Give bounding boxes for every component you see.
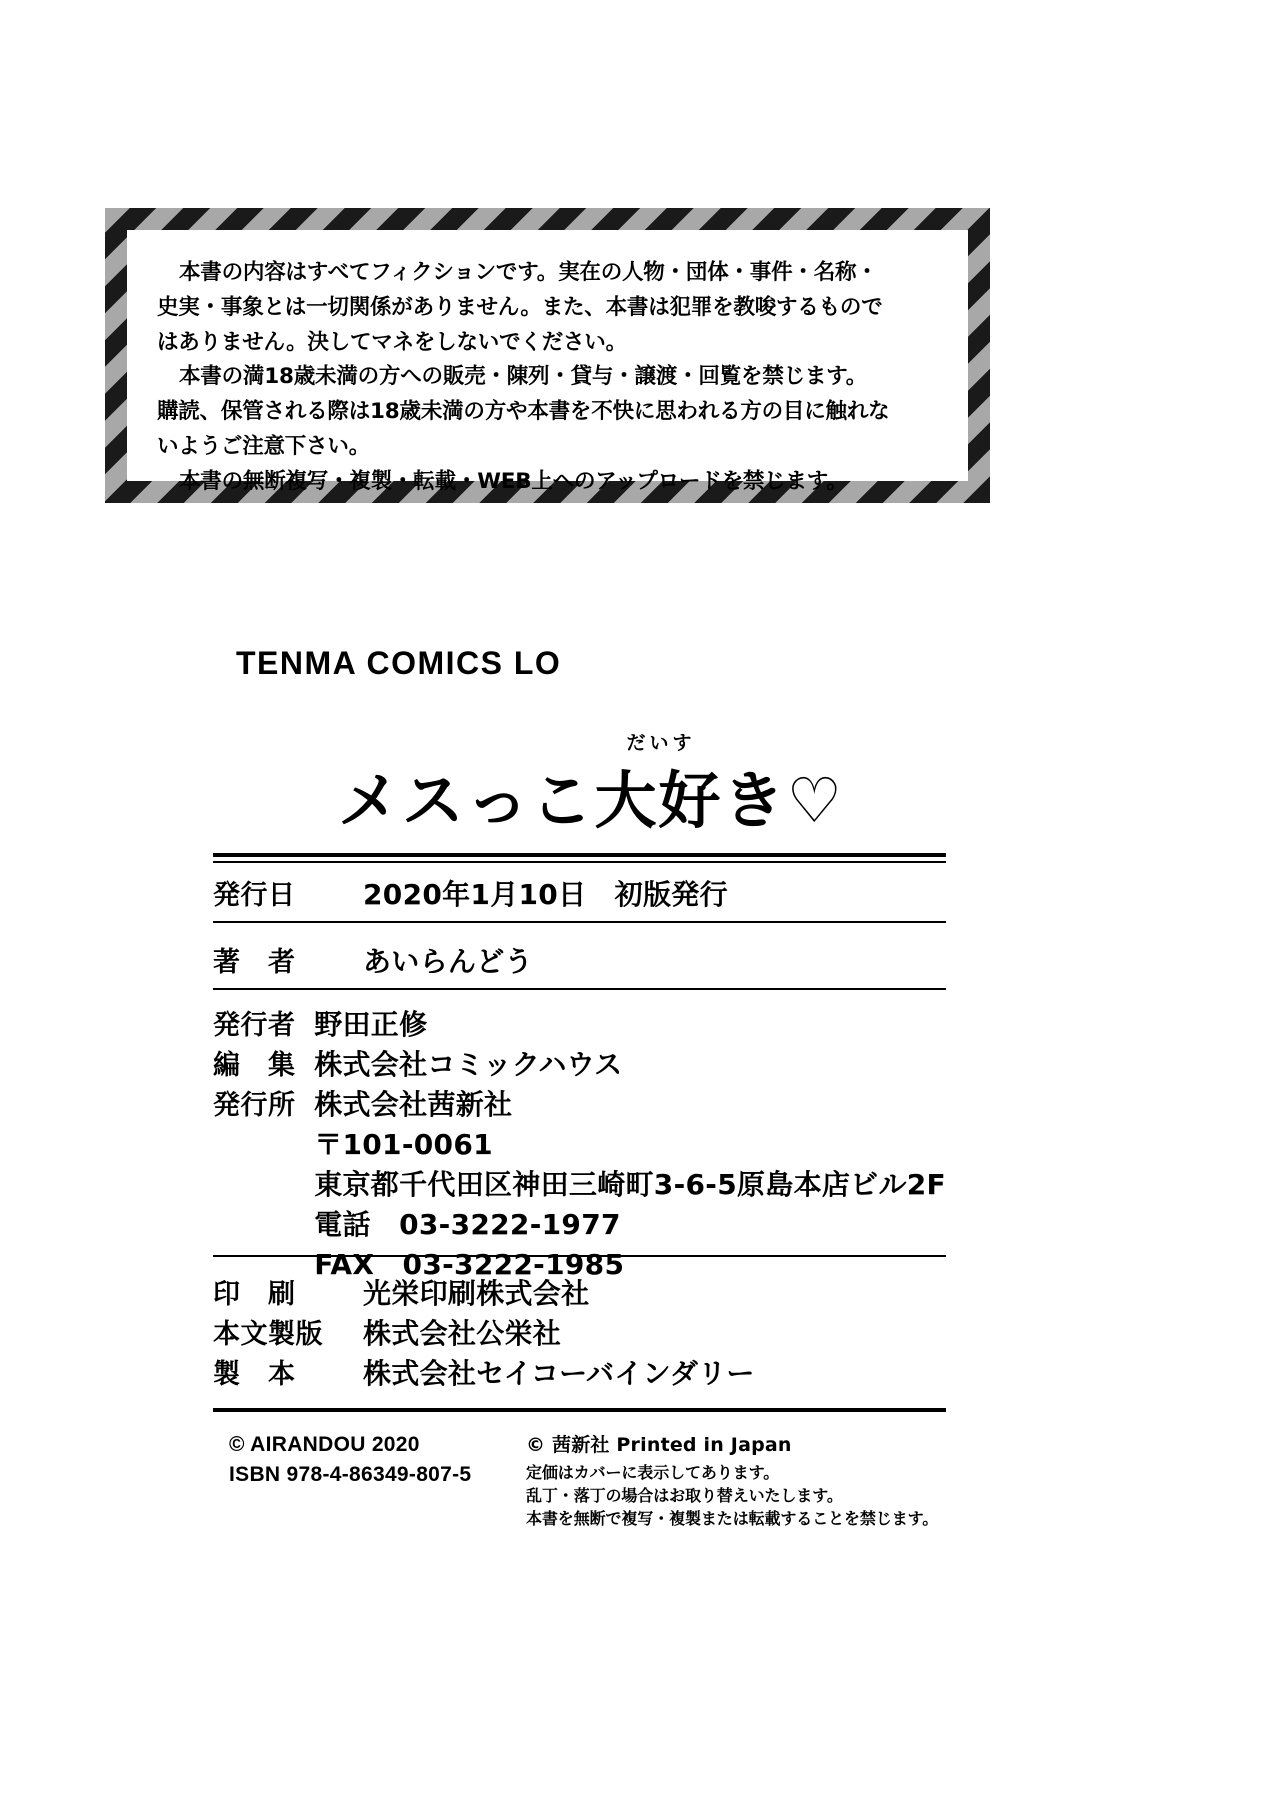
meta-key: 発行者 — [213, 1010, 296, 1041]
meta-value: 株式会社茜新社 — [314, 1088, 513, 1121]
title-ruby: だいす — [626, 732, 696, 754]
meta-key — [213, 1163, 314, 1203]
meta-value: FAX 03-3222-1985 — [314, 1248, 625, 1281]
meta-value: 光栄印刷株式会社 — [363, 1277, 590, 1310]
notice-line-4: 本書の満18歳未満の方への販売・陳列・貸与・譲渡・回覧を禁じます。 — [179, 364, 868, 390]
copyright-block — [229, 1430, 471, 1490]
table-row — [213, 1312, 946, 1352]
meta-value: 2020年1月10日 初版発行 — [363, 878, 728, 911]
notice-line-7: 本書の無断複写・複製・転載・WEB上へのアップロードを禁じます。 — [179, 468, 848, 494]
meta-value: 株式会社コミックハウス — [314, 1048, 623, 1081]
meta-key: 発行所 — [213, 1090, 296, 1121]
table-row — [213, 940, 946, 980]
meta-table-author — [213, 940, 946, 980]
page-title: メスっこ大好き♡ — [337, 764, 845, 837]
meta-value: 東京都千代田区神田三崎町3-6-5原島本店ビル2F — [314, 1168, 946, 1201]
imprint-label: TENMA COMICS LO — [236, 645, 562, 681]
notice-line-1: 本書の内容はすべてフィクションです。実在の人物・団体・事件・名称・ — [179, 260, 878, 285]
meta-key: 発行日 — [213, 880, 296, 911]
meta-key: 製 本 — [213, 1359, 296, 1390]
meta-value: 株式会社セイコーバインダリー — [363, 1357, 755, 1390]
table-row — [213, 1123, 946, 1163]
footer-note-3: 本書を無断で複写・複製または転載することを禁じます。 — [526, 1509, 939, 1529]
meta-table-publisher — [213, 1003, 946, 1283]
meta-key: 著 者 — [213, 947, 296, 978]
notice-line-2: 史実・事象とは一切関係がありません。また、本書は犯罪を教唆するもので — [157, 294, 883, 320]
table-row — [213, 1083, 946, 1123]
table-row — [213, 873, 946, 913]
meta-key — [213, 1123, 314, 1163]
meta-value: 野田正修 — [314, 1008, 428, 1041]
meta-key: 編 集 — [213, 1050, 296, 1081]
table-row — [213, 1163, 946, 1203]
copyright-line: © AIRANDOU 2020 — [229, 1433, 420, 1456]
meta-value: あいらんどう — [363, 945, 533, 978]
notice-line-5: 購読、保管される際は18歳未満の方や本書を不快に思われる方の目に触れな — [157, 399, 890, 425]
publisher-line: © 茜新社 Printed in Japan — [526, 1434, 792, 1456]
rule-after-pubdate — [213, 921, 946, 923]
meta-table-pubdate — [213, 873, 946, 913]
table-row — [213, 1203, 946, 1243]
meta-key: 本文製版 — [213, 1319, 323, 1350]
table-row — [213, 1272, 946, 1312]
meta-table-printing — [213, 1272, 946, 1392]
meta-value: 株式会社公栄社 — [363, 1317, 562, 1350]
meta-value: 電話 03-3222-1977 — [314, 1208, 621, 1241]
warning-notice-box — [105, 208, 990, 503]
footer-note-2: 乱丁・落丁の場合はお取り替えいたします。 — [526, 1486, 843, 1506]
rule-after-publisher — [213, 1255, 946, 1257]
notice-line-3: はありません。決してマネをしないでください。 — [157, 329, 627, 355]
publisher-block — [526, 1430, 938, 1531]
meta-key: 印 刷 — [213, 1279, 296, 1310]
meta-value: 〒101-0061 — [314, 1128, 493, 1161]
book-title-block — [236, 728, 946, 840]
table-row — [213, 1043, 946, 1083]
meta-key — [213, 1203, 314, 1243]
warning-notice-text — [127, 230, 968, 494]
table-row — [213, 1003, 946, 1043]
notice-line-6: いようご注意下さい。 — [157, 434, 371, 460]
table-row — [213, 1352, 946, 1392]
rule-top — [213, 853, 946, 863]
isbn-line: ISBN 978-4-86349-807-5 — [229, 1462, 472, 1486]
rule-after-author — [213, 988, 946, 990]
rule-bottom — [213, 1408, 946, 1412]
footer-note-1: 定価はカバーに表示してあります。 — [526, 1463, 780, 1482]
